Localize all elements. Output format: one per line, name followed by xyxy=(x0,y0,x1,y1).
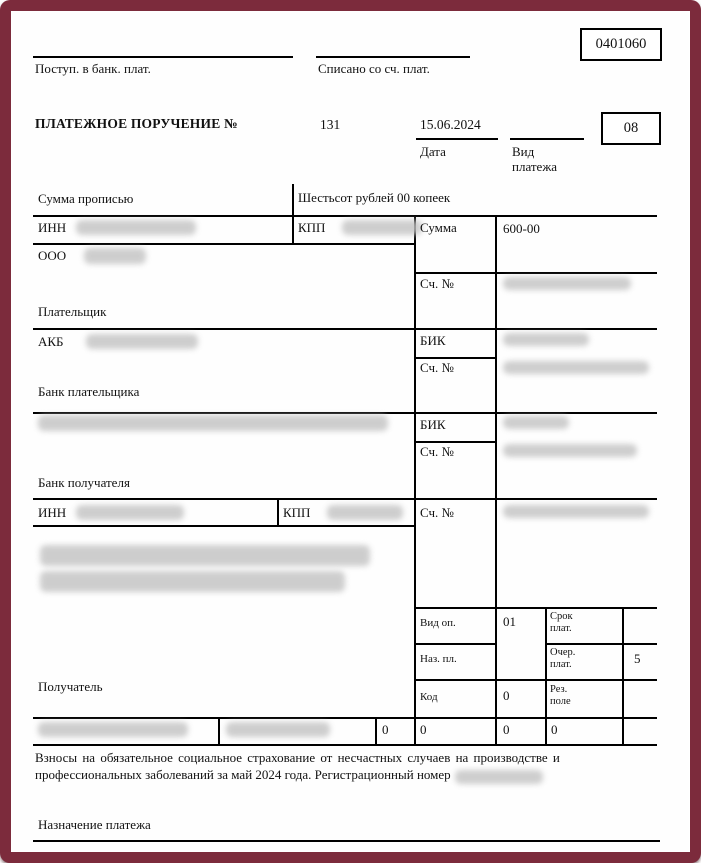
bottom-row-value: 0 xyxy=(382,722,389,737)
payer-bank-bik-label: БИК xyxy=(420,333,446,348)
redacted-payer-account xyxy=(503,277,631,290)
received-by-bank-label: Поступ. в банк. плат. xyxy=(35,61,151,76)
document-number: 131 xyxy=(320,117,341,132)
table-line xyxy=(414,607,657,609)
sum-words-label: Сумма прописью xyxy=(38,191,134,206)
redacted-payee-bank-name xyxy=(38,415,388,431)
oper-type-label: Вид оп. xyxy=(420,617,456,629)
document-date: 15.06.2024 xyxy=(420,117,481,132)
payment-kind-label: Вид платежа xyxy=(512,144,558,174)
payer-org-prefix: ООО xyxy=(38,248,67,263)
okud-code-box xyxy=(580,28,662,61)
payment-order-value: 5 xyxy=(634,651,641,666)
redacted-payee-bank-account xyxy=(503,444,637,457)
sum-words-value: Шестьсот рублей 00 копеек xyxy=(298,190,451,205)
table-line xyxy=(33,215,657,217)
date-underline xyxy=(416,138,498,140)
purpose-text-line2: профессиональных заболеваний за май 2024 года. Регистрационный номер xyxy=(35,767,451,782)
table-line xyxy=(414,272,657,274)
payee-kpp-label: КПП xyxy=(283,505,311,520)
payee-bank-account-label: Сч. № xyxy=(420,444,454,459)
bottom-row-value: 0 xyxy=(420,722,427,737)
table-line xyxy=(33,717,657,719)
payer-bank-account-label: Сч. № xyxy=(420,360,454,375)
redacted-payee-kpp xyxy=(327,505,403,520)
redacted-payer-bank-name xyxy=(86,334,198,349)
document-title: ПЛАТЕЖНОЕ ПОРУЧЕНИЕ № xyxy=(35,116,238,131)
received-by-bank-line xyxy=(33,56,293,58)
table-line xyxy=(622,607,624,746)
bottom-row-value: 0 xyxy=(503,722,510,737)
payment-kind-value: 08 xyxy=(623,120,639,136)
table-line xyxy=(33,328,657,330)
sum-value: 600-00 xyxy=(503,221,540,236)
code-label: Код xyxy=(420,691,438,703)
redacted-payer-bank-bik xyxy=(503,333,589,346)
table-line xyxy=(33,412,657,414)
oper-type-value: 01 xyxy=(503,614,516,629)
payment-kind-underline xyxy=(510,138,584,140)
redacted-payee-inn xyxy=(76,505,184,520)
table-line xyxy=(495,215,497,746)
purpose-code-label: Наз. пл. xyxy=(420,653,457,665)
debited-line xyxy=(316,56,470,58)
redacted-payee-name-line2 xyxy=(40,571,345,592)
payer-bank-prefix: АКБ xyxy=(38,334,64,349)
redacted-payer-name xyxy=(84,248,146,264)
redacted-payee-name-line1 xyxy=(40,545,370,566)
sum-words-divider xyxy=(292,184,294,215)
redacted-payer-kpp xyxy=(342,220,422,235)
table-line xyxy=(33,744,657,746)
payment-order-label: Очер. плат. xyxy=(550,647,576,671)
payee-bank-bik-label: БИК xyxy=(420,417,446,432)
payer-label: Плательщик xyxy=(38,304,107,319)
table-line xyxy=(414,679,657,681)
payee-inn-kpp-divider xyxy=(277,498,279,525)
debited-label: Списано со сч. плат. xyxy=(318,61,430,76)
redacted-payer-inn xyxy=(76,220,196,235)
payment-kind-box xyxy=(601,112,661,145)
purpose-label: Назначение платежа xyxy=(38,817,151,832)
redacted-kbk xyxy=(38,722,188,737)
purpose-text-line1: Взносы на обязательное социальное страхование от несчастных случаев на производстве и xyxy=(35,750,560,765)
payer-bank-label: Банк плательщика xyxy=(38,384,140,399)
payee-label: Получатель xyxy=(38,679,103,694)
payer-kpp-label: КПП xyxy=(298,220,326,235)
table-line xyxy=(414,357,495,359)
table-line xyxy=(414,643,495,645)
table-line xyxy=(545,607,547,746)
bottom-row-value: 0 xyxy=(551,722,558,737)
reserve-field-label: Рез. поле xyxy=(550,684,571,708)
payer-inn-label: ИНН xyxy=(38,220,67,235)
redacted-payer-bank-account xyxy=(503,361,649,374)
purpose-underline xyxy=(33,840,660,842)
okud-code: 0401060 xyxy=(595,36,647,52)
table-line xyxy=(375,717,377,746)
table-line xyxy=(414,215,416,746)
redacted-payee-account xyxy=(503,505,649,518)
redacted-registration-number xyxy=(455,770,543,784)
date-label: Дата xyxy=(420,144,446,159)
table-line xyxy=(33,525,414,527)
payee-account-label: Сч. № xyxy=(420,505,454,520)
table-line xyxy=(218,717,220,746)
inn-kpp-divider xyxy=(292,215,294,243)
table-line xyxy=(414,441,495,443)
payee-inn-label: ИНН xyxy=(38,505,67,520)
table-line xyxy=(33,498,657,500)
payment-term-label: Срок плат. xyxy=(550,611,573,635)
redacted-payee-bank-bik xyxy=(503,416,569,429)
table-line xyxy=(545,643,657,645)
sum-label: Сумма xyxy=(420,220,457,235)
redacted-oktmo xyxy=(226,722,330,737)
payer-account-label: Сч. № xyxy=(420,276,454,291)
payee-bank-label: Банк получателя xyxy=(38,475,130,490)
code-value: 0 xyxy=(503,688,510,703)
table-line xyxy=(33,243,414,245)
